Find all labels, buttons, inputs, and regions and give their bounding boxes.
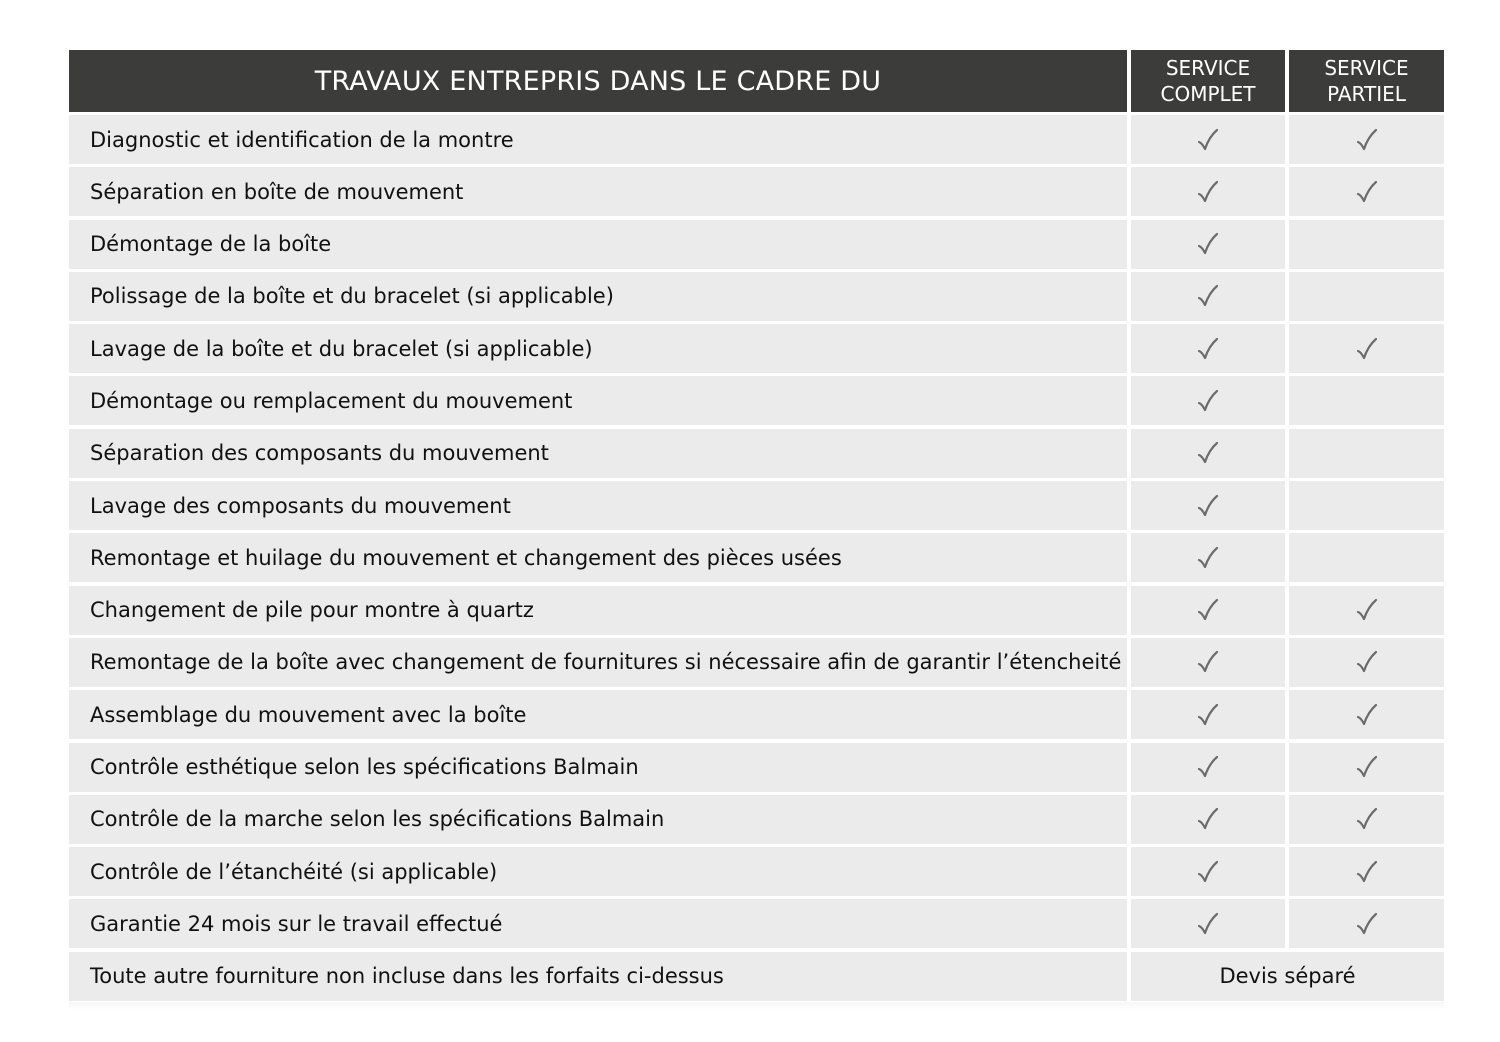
row-label: Changement de pile pour montre à quartz — [69, 586, 1127, 635]
check-icon — [1356, 703, 1378, 727]
table-row — [69, 272, 1444, 321]
check-icon — [1356, 128, 1378, 152]
table-row — [69, 167, 1444, 216]
service-complet-cell — [1131, 899, 1285, 948]
row-label: Démontage ou remplacement du mouvement — [69, 376, 1127, 425]
check-icon — [1197, 650, 1219, 674]
check-icon — [1197, 284, 1219, 308]
header-service-partiel-line2: PARTIEL — [1327, 82, 1406, 106]
row-label: Remontage et huilage du mouvement et changement des pièces usées — [69, 533, 1127, 582]
service-complet-cell — [1131, 586, 1285, 635]
check-icon — [1197, 703, 1219, 727]
table-row — [69, 586, 1444, 635]
check-icon — [1197, 180, 1219, 204]
table-row — [69, 324, 1444, 373]
row-label: Polissage de la boîte et du bracelet (si applicable) — [69, 272, 1127, 321]
check-icon — [1197, 807, 1219, 831]
check-icon — [1197, 441, 1219, 465]
table-row — [69, 899, 1444, 948]
service-complet-cell — [1131, 743, 1285, 792]
devis-value: Devis séparé — [1131, 952, 1444, 1001]
check-icon — [1197, 860, 1219, 884]
header-service-complet — [1131, 50, 1285, 112]
service-partiel-cell — [1289, 586, 1444, 635]
check-icon — [1197, 128, 1219, 152]
service-complet-cell — [1131, 533, 1285, 582]
table-row — [69, 847, 1444, 896]
row-label: Remontage de la boîte avec changement de fournitures si nécessaire afin de garantir l’étencheité — [69, 638, 1127, 687]
header-service-complet-line2: COMPLET — [1160, 82, 1256, 106]
check-icon — [1356, 650, 1378, 674]
service-partiel-cell — [1289, 324, 1444, 373]
row-label: Garantie 24 mois sur le travail effectué — [69, 899, 1127, 948]
header-title: TRAVAUX ENTREPRIS DANS LE CADRE DU — [69, 50, 1127, 112]
check-icon — [1197, 912, 1219, 936]
table-row — [69, 533, 1444, 582]
row-label: Contrôle esthétique selon les spécifications Balmain — [69, 743, 1127, 792]
table-row — [69, 376, 1444, 425]
check-icon — [1356, 755, 1378, 779]
service-complet-cell — [1131, 167, 1285, 216]
table-header — [69, 50, 1444, 112]
service-complet-cell — [1131, 795, 1285, 844]
row-label: Séparation en boîte de mouvement — [69, 167, 1127, 216]
check-icon — [1356, 337, 1378, 361]
table-row — [69, 481, 1444, 530]
table-row — [69, 743, 1444, 792]
row-label: Démontage de la boîte — [69, 220, 1127, 269]
service-partiel-cell — [1289, 533, 1444, 582]
header-service-partiel-line1: SERVICE — [1324, 56, 1409, 80]
service-partiel-cell — [1289, 376, 1444, 425]
service-partiel-cell — [1289, 115, 1444, 164]
check-icon — [1197, 755, 1219, 779]
check-icon — [1197, 546, 1219, 570]
check-icon — [1197, 494, 1219, 518]
service-complet-cell — [1131, 847, 1285, 896]
service-partiel-cell — [1289, 429, 1444, 478]
row-label: Lavage de la boîte et du bracelet (si applicable) — [69, 324, 1127, 373]
service-partiel-cell — [1289, 481, 1444, 530]
check-icon — [1356, 807, 1378, 831]
page-fade — [69, 1002, 1444, 1010]
service-partiel-cell — [1289, 795, 1444, 844]
service-complet-cell — [1131, 220, 1285, 269]
service-partiel-cell — [1289, 272, 1444, 321]
check-icon — [1197, 389, 1219, 413]
service-partiel-cell — [1289, 847, 1444, 896]
row-label: Lavage des composants du mouvement — [69, 481, 1127, 530]
service-partiel-cell — [1289, 167, 1444, 216]
check-icon — [1197, 337, 1219, 361]
service-table — [69, 50, 1444, 1004]
table-row — [69, 795, 1444, 844]
header-service-partiel — [1289, 50, 1444, 112]
service-complet-cell — [1131, 690, 1285, 739]
row-label: Contrôle de la marche selon les spécifications Balmain — [69, 795, 1127, 844]
service-complet-cell — [1131, 638, 1285, 687]
table-row — [69, 115, 1444, 164]
service-partiel-cell — [1289, 899, 1444, 948]
row-label: Assemblage du mouvement avec la boîte — [69, 690, 1127, 739]
table-row — [69, 220, 1444, 269]
table-row-devis — [69, 952, 1444, 1001]
table-row — [69, 690, 1444, 739]
check-icon — [1197, 598, 1219, 622]
check-icon — [1197, 232, 1219, 256]
service-complet-cell — [1131, 272, 1285, 321]
check-icon — [1356, 912, 1378, 936]
service-partiel-cell — [1289, 638, 1444, 687]
service-complet-cell — [1131, 324, 1285, 373]
header-service-complet-line1: SERVICE — [1165, 56, 1251, 80]
row-label: Diagnostic et identification de la montre — [69, 115, 1127, 164]
service-complet-cell — [1131, 115, 1285, 164]
check-icon — [1356, 860, 1378, 884]
check-icon — [1356, 180, 1378, 204]
table-body — [69, 115, 1444, 948]
check-icon — [1356, 598, 1378, 622]
service-complet-cell — [1131, 376, 1285, 425]
table-row — [69, 429, 1444, 478]
service-partiel-cell — [1289, 743, 1444, 792]
row-label: Toute autre fourniture non incluse dans les forfaits ci-dessus — [69, 952, 1127, 1001]
service-complet-cell — [1131, 429, 1285, 478]
service-partiel-cell — [1289, 690, 1444, 739]
service-complet-cell — [1131, 481, 1285, 530]
service-partiel-cell — [1289, 220, 1444, 269]
row-label: Séparation des composants du mouvement — [69, 429, 1127, 478]
row-label: Contrôle de l’étanchéité (si applicable) — [69, 847, 1127, 896]
table-row — [69, 638, 1444, 687]
